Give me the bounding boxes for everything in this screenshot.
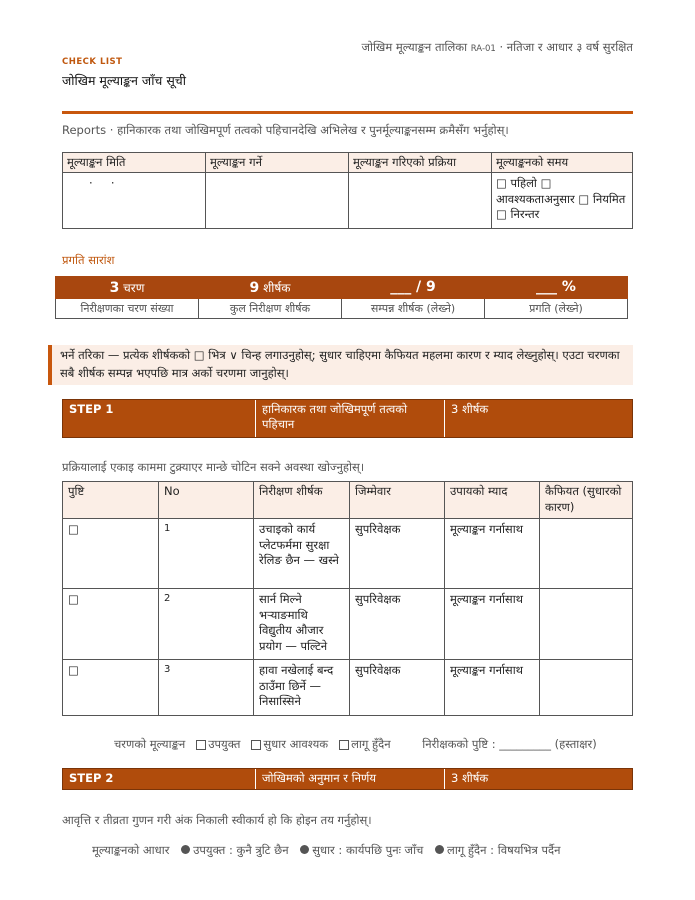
step-1-count: 3 शीर्षक	[444, 400, 632, 437]
stage-count-caption: निरीक्षणका चरण संख्या	[56, 299, 199, 319]
remarks-field[interactable]	[540, 660, 633, 716]
assessment-basis	[92, 843, 561, 858]
option-suitable-checkbox[interactable]	[196, 740, 206, 750]
step-2-intro: आवृत्ति र तीव्रता गुणन गरी अंक निकाली स्वीकार्य हो कि होइन तय गर्नुहोस्।	[62, 813, 372, 827]
document-code-prefix: जोखिम मूल्याङ्कन तालिका	[361, 40, 471, 54]
option-improve-label: सुधार आवश्यक	[263, 737, 329, 751]
step-2-label: STEP 2	[69, 771, 114, 785]
deadline: मूल्याङ्कन गर्नासाथ	[445, 660, 540, 716]
table-row	[63, 519, 633, 589]
deadline: मूल्याङ्कन गर्नासाथ	[445, 589, 540, 660]
item-count	[199, 277, 342, 299]
step-1-checklist-table	[62, 481, 633, 716]
bullet-icon	[435, 845, 444, 854]
remarks-field[interactable]	[540, 589, 633, 660]
progress-summary-table	[55, 276, 628, 319]
step-1-title: हानिकारक तथा जोखिमपूर्ण तत्वको पहिचान	[255, 400, 444, 437]
col-confirm: पुष्टि	[63, 482, 159, 519]
bullet-icon	[181, 845, 190, 854]
inspector-signature[interactable]: निरीक्षकको पुष्टि : _________ (हस्ताक्षर)	[422, 737, 597, 751]
retention-note: · नतिजा र आधार ३ वर्ष सुरक्षित	[495, 40, 633, 54]
completed-count-value: ___ / 9	[390, 279, 436, 295]
option-improve-checkbox[interactable]	[251, 740, 261, 750]
title-divider	[62, 111, 633, 114]
basis-na: लागू हुँदैन : विषयभित्र पर्दैन	[447, 843, 561, 857]
progress-summary-label: प्रगति सारांश	[62, 253, 115, 267]
option-na-label: लागू हुँदैन	[351, 737, 391, 751]
completed-count[interactable]	[342, 277, 485, 299]
option-suitable-label: उपयुक्त	[208, 737, 241, 751]
confirm-checkbox[interactable]: □	[63, 519, 159, 589]
stage-count	[56, 277, 199, 299]
responsible: सुपरिवेक्षक	[350, 519, 445, 589]
col-deadline: उपायको म्याद	[445, 482, 540, 519]
timing-options[interactable]: □ पहिलो □ आवश्यकताअनुसार □ नियमित □ निरन्तर	[492, 173, 633, 229]
progress-percent-value: ___ %	[536, 279, 576, 295]
assessor-field[interactable]	[206, 173, 349, 229]
confirm-checkbox[interactable]: □	[63, 660, 159, 716]
confirm-checkbox[interactable]: □	[63, 589, 159, 660]
step-2-bar	[62, 768, 633, 790]
deadline: मूल्याङ्कन गर्नासाथ	[445, 519, 540, 589]
step-1-intro: प्रक्रियालाई एकाइ काममा टुक्र्याएर मान्छे चोटिन सक्ने अवस्था खोज्नुहोस्।	[62, 460, 365, 474]
inspection-item: हावा नखेलाई बन्द ठाउँमा छिर्ने — निसास्सिने	[254, 660, 350, 716]
inspection-item: उचाइको कार्य प्लेटफर्ममा सुरक्षा रेलिङ छैन — खस्ने	[254, 519, 350, 589]
step-1-bar	[62, 399, 633, 438]
process-field[interactable]	[349, 173, 492, 229]
remarks-field[interactable]	[540, 519, 633, 589]
stage-count-unit: चरण	[119, 281, 145, 295]
responsible: सुपरिवेक्षक	[350, 589, 445, 660]
col-responsible: जिम्मेवार	[350, 482, 445, 519]
instructions-note: भर्ने तरिका — प्रत्येक शीर्षकको □ भित्र ∨ चिन्ह लगाउनुहोस्; सुधार चाहिएमा कैफियत महलमा कारण र म्याद लेख्नुहोस्। एउटा चरणका सबै शीर्षक सम्पन्न भएपछि मात्र अर्को चरणमा जानुहोस्।	[48, 345, 633, 385]
completed-count-caption: सम्पन्न शीर्षक (लेख्ने)	[342, 299, 485, 319]
step-2-count: 3 शीर्षक	[444, 769, 632, 789]
reports-line: Reports · हानिकारक तथा जोखिमपूर्ण तत्वको पहिचानदेखि अभिलेख र पुनर्मूल्याङ्कनसम्म क्रमैसँग भर्नुहोस्।	[62, 123, 509, 137]
basis-improve: सुधार : कार्यपछि पुनः जाँच	[312, 843, 424, 857]
item-count-caption: कुल निरीक्षण शीर्षक	[199, 299, 342, 319]
table-row	[63, 660, 633, 716]
date-field[interactable]	[63, 173, 206, 229]
option-na-checkbox[interactable]	[339, 740, 349, 750]
progress-percent[interactable]	[485, 277, 628, 299]
basis-suitable: उपयुक्त : कुनै त्रुटि छैन	[193, 843, 289, 857]
table-row	[63, 589, 633, 660]
col-remarks: कैफियत (सुधारको कारण)	[540, 482, 633, 519]
basis-label: मूल्याङ्कनको आधार	[92, 843, 170, 857]
progress-percent-caption: प्रगति (लेख्ने)	[485, 299, 628, 319]
inspection-item: सार्न मिल्ने भऱ्याङमाथि विद्युतीय औजार प्रयोग — पल्टिने	[254, 589, 350, 660]
step-1-label: STEP 1	[69, 402, 114, 416]
bullet-icon	[300, 845, 309, 854]
document-code-line	[361, 40, 633, 55]
responsible: सुपरिवेक्षक	[350, 660, 445, 716]
row-number: 2	[159, 589, 254, 660]
stage-count-value: 3	[109, 280, 120, 296]
date-separators: · ·	[89, 176, 115, 190]
item-count-unit: शीर्षक	[259, 281, 291, 295]
checklist-label: CHECK LIST	[62, 57, 123, 67]
col-no: No	[159, 482, 254, 519]
item-count-value: 9	[249, 280, 260, 296]
header-date: मूल्याङ्कन मिति	[63, 153, 206, 173]
header-assessor: मूल्याङ्कन गर्ने	[206, 153, 349, 173]
assessment-info-table	[62, 152, 633, 229]
document-code: RA-01	[470, 44, 496, 54]
page-title: जोखिम मूल्याङ्कन जाँच सूची	[62, 73, 186, 88]
col-item: निरीक्षण शीर्षक	[254, 482, 350, 519]
row-number: 3	[159, 660, 254, 716]
step-2-title: जोखिमको अनुमान र निर्णय	[255, 769, 444, 789]
evaluation-label: चरणको मूल्याङ्कन	[114, 737, 186, 751]
header-process: मूल्याङ्कन गरिएको प्रक्रिया	[349, 153, 492, 173]
row-number: 1	[159, 519, 254, 589]
step-1-evaluation-row	[114, 737, 597, 752]
header-timing: मूल्याङ्कनको समय	[492, 153, 633, 173]
